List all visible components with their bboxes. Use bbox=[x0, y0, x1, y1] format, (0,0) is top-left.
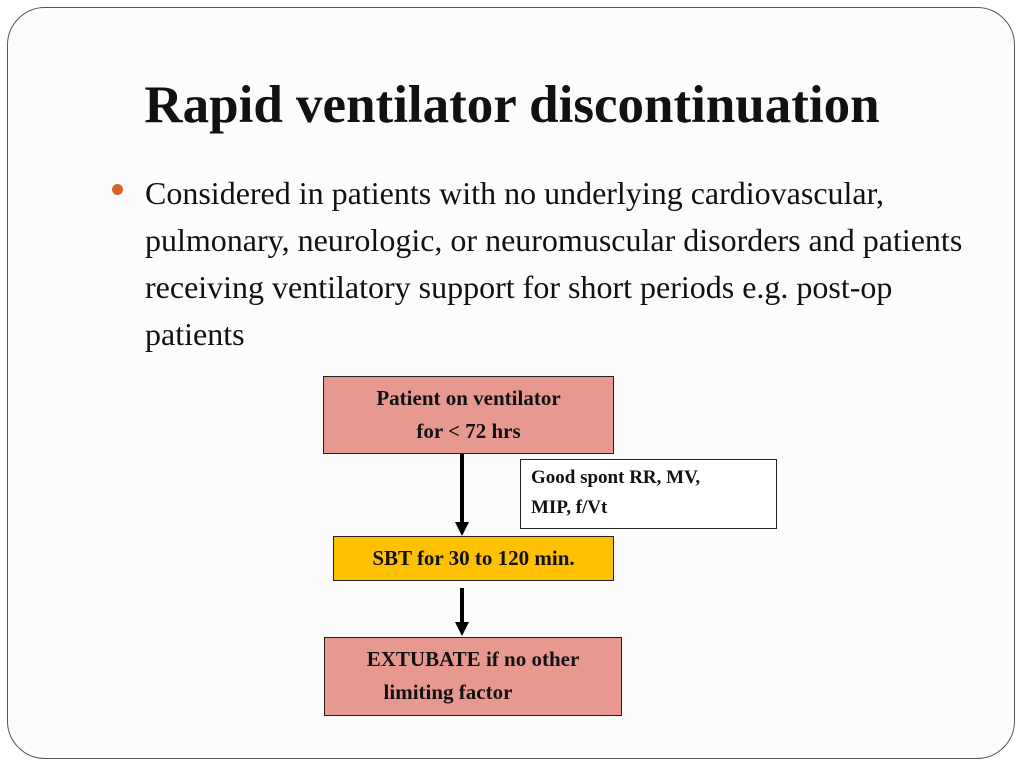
bullet-text: Considered in patients with no underlying cardiovascular, pulmonary, neurologic, or neuromuscular disorders and patients receiving ventilatory support for short periods e.g. post-op patients bbox=[145, 175, 963, 352]
arrow-down-icon bbox=[450, 588, 474, 638]
flow-note-line-2: MIP, f/Vt bbox=[531, 497, 608, 518]
flow-note-box bbox=[520, 459, 777, 529]
flow-start-box bbox=[323, 376, 614, 454]
flow-sbt-box bbox=[333, 536, 614, 581]
flow-start-line-1: Patient on ventilator bbox=[376, 386, 561, 410]
bullet-item bbox=[112, 170, 972, 358]
flow-sbt-label: SBT for 30 to 120 min. bbox=[372, 546, 575, 570]
flow-end-line-1: EXTUBATE if no other bbox=[366, 647, 580, 671]
flow-end-line-2: limiting factor bbox=[383, 680, 513, 704]
bullet-dot-icon bbox=[112, 184, 123, 195]
slide-title: Rapid ventilator discontinuation bbox=[144, 76, 880, 134]
flow-start-line-2: for < 72 hrs bbox=[416, 419, 521, 443]
flow-end-box bbox=[324, 637, 622, 716]
flow-note-line-1: Good spont RR, MV, bbox=[531, 467, 701, 488]
arrow-down-icon bbox=[450, 454, 474, 538]
